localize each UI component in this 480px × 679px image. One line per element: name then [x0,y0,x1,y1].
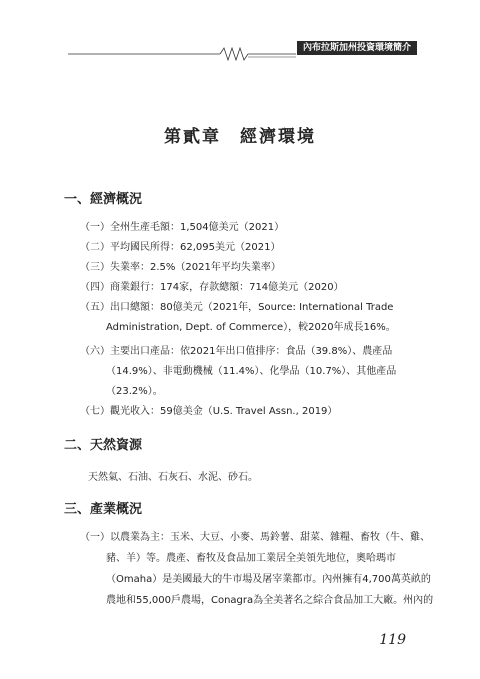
list-item: （14.9%）、非電動機械（11.4%）、化學品（10.7%）、其他產品 [106,366,397,377]
list-item: （六）主要出口產品：依2021年出口值排序：食品（39.8%）、農產品 [80,346,393,357]
list-item: （一）以農業為主：玉米、大豆、小麥、馬鈴薯、甜菜、雜糧、畜牧（牛、雞、 [80,532,430,543]
section-heading-resources: 二、天然資源 [64,438,143,453]
list-item: Administration, Dept. of Commerce），較2020年成長16%。 [106,322,396,333]
list-item: 農地和55,000戶農場，Conagra為全美著名之綜合食品加工大廠。州內的 [106,595,434,606]
chapter-title: 第貳章 經濟環境 [164,127,316,147]
list-item: （23.2%）。 [106,386,163,397]
list-item: （四）商業銀行：174家，存款總額：714億美元（2020） [80,282,344,293]
list-item: 豬、羊）等。農產、畜牧及食品加工業居全美領先地位，奧哈瑪市 [106,553,396,564]
list-item: （七）觀光收入：59億美金（U.S. Travel Assn., 2019） [80,406,338,417]
resources-text: 天然氣、石油、石灰石、水泥、砂石。 [88,472,258,483]
section-heading-industry: 三、產業概況 [64,502,143,517]
list-item: （五）出口總額：80億美元（2021年，Source: International Trade [80,302,394,313]
page-number: 119 [379,632,406,648]
list-item: （三）失業率：2.5%（2021年平均失業率） [80,262,281,273]
header-title: 內布拉斯加州投資環境簡介 [297,41,417,55]
list-item: （Omaha）是美國最大的牛市場及屠宰業都市。內州擁有4,700萬英畝的 [106,574,431,585]
section-heading-economy: 一、經濟概況 [64,192,143,207]
list-item: （一）全州生產毛額：1,504億美元（2021） [80,222,285,233]
list-item: （二）平均國民所得：62,095美元（2021） [80,242,281,253]
